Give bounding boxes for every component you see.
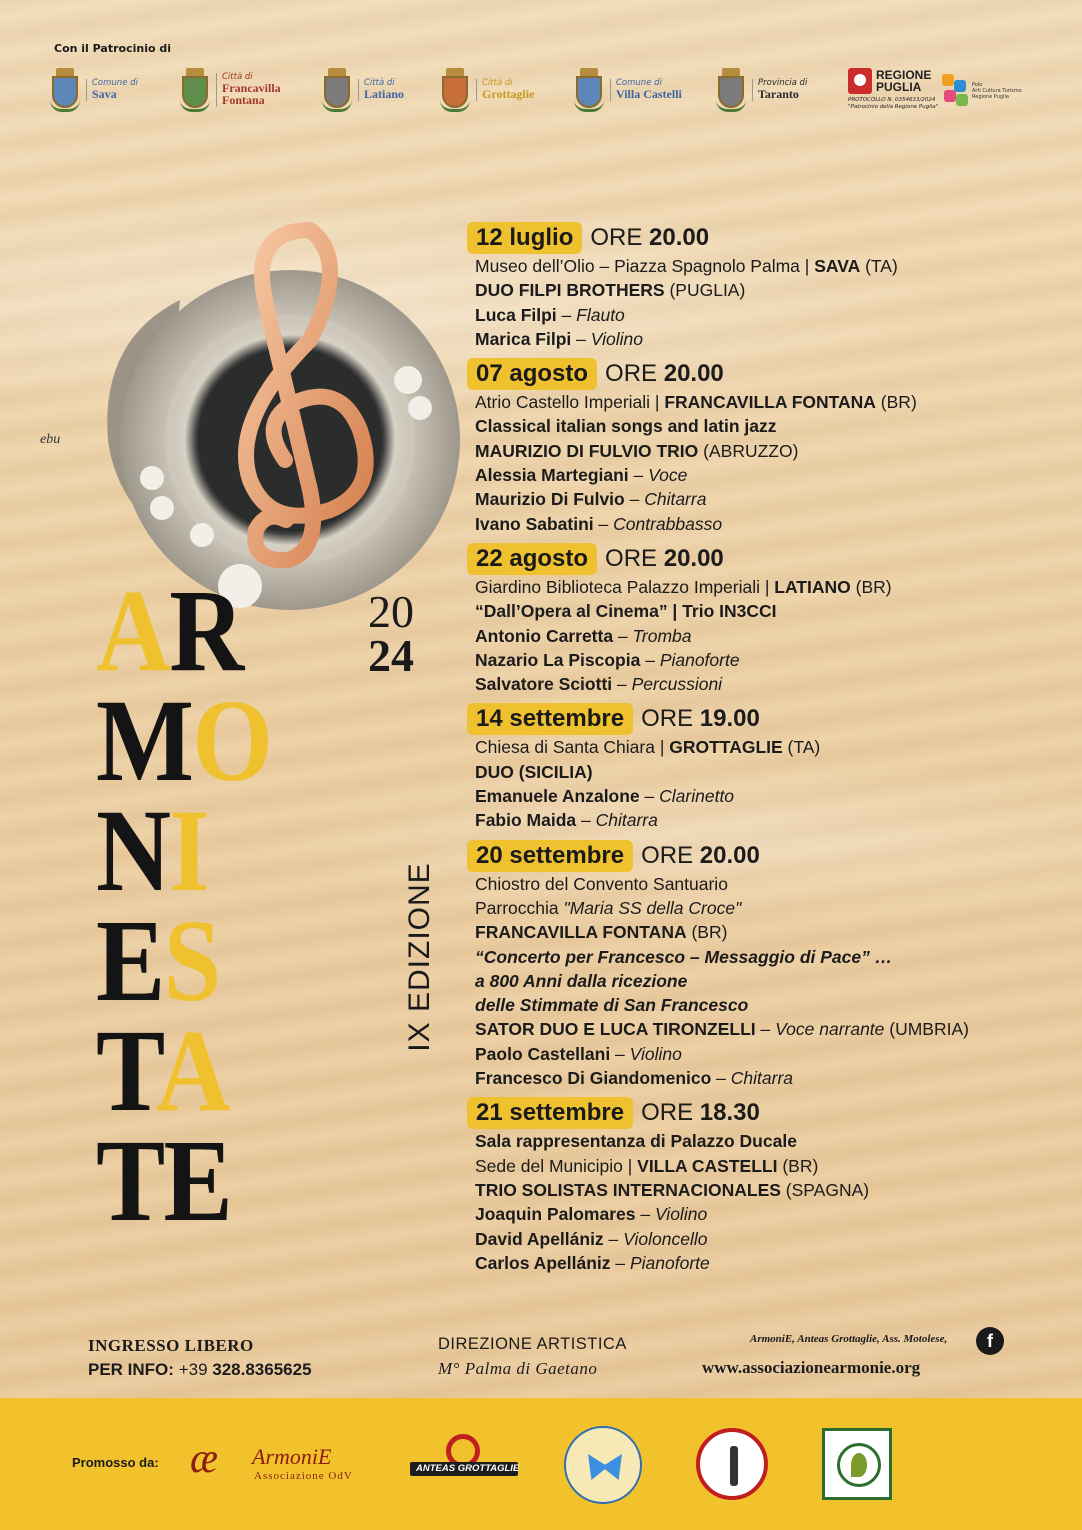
patron-pre: Città di (222, 71, 253, 82)
grottaglie-crest-icon (440, 68, 470, 112)
regione-name-1: REGIONE (876, 68, 932, 82)
event-text: – (635, 1204, 655, 1225)
taranto-crest-icon (716, 68, 746, 112)
patron-name: Grottaglie (482, 87, 535, 102)
title-letter: A (96, 565, 170, 696)
facebook-icon[interactable]: f (976, 1327, 1004, 1355)
event-detail-line (467, 624, 1067, 648)
event-detail-line (467, 512, 1067, 536)
event-text: Chitarra (595, 810, 658, 831)
title-letter: T (96, 1115, 164, 1246)
event-item (467, 222, 1067, 351)
event-text: SATOR DUO E LUCA TIRONZELLI (475, 1019, 756, 1040)
event-text: Voce (648, 465, 688, 486)
event-date: 20 settembre (467, 840, 633, 872)
event-text: – (640, 649, 660, 670)
event-text: Joaquin Palomares (475, 1204, 636, 1225)
event-text: "Maria SS della Croce" (563, 897, 742, 918)
event-detail-line (467, 1017, 1067, 1041)
event-detail-line (467, 1178, 1067, 1202)
event-date: 07 agosto (467, 358, 597, 390)
event-text: FRANCAVILLA FONTANA (475, 922, 687, 943)
patron-name: Villa Castelli (616, 87, 682, 102)
event-text: Violino (590, 328, 643, 349)
olive-museum-logo (822, 1428, 892, 1500)
event-text: Luca Filpi (475, 304, 557, 325)
event-detail-line (467, 1251, 1067, 1275)
event-text: Atrio Castello Imperiali | (475, 392, 665, 413)
regione-protocol: PROTOCOLLO N. 0354633/2024 (848, 97, 936, 103)
event-text: (ABRUZZO) (698, 440, 799, 461)
event-text: Maurizio Di Fulvio (475, 489, 625, 510)
event-detail-line (467, 808, 1067, 832)
info-label: PER INFO: (88, 1360, 174, 1379)
title-letter: I (169, 785, 208, 916)
event-text: – (624, 489, 645, 510)
patron-name: Latiano (364, 87, 405, 102)
event-detail-line (467, 599, 1067, 623)
event-detail-line (467, 278, 1067, 302)
event-text: Pianoforte (659, 649, 740, 670)
event-text: Museo dell’Olio – Piazza Spagnolo Palma | (475, 256, 815, 276)
event-detail-line (467, 760, 1067, 784)
event-text: Ivano Sabatini (475, 513, 594, 534)
event-text: – (571, 328, 591, 349)
patronage-logos (50, 68, 1040, 124)
event-detail-line (467, 872, 1067, 896)
event-text: “Concerto per Francesco – Messaggio di Pace” … (475, 946, 893, 967)
event-detail-line (467, 254, 1067, 278)
event-text: – (603, 1228, 624, 1249)
event-time (590, 224, 709, 252)
event-detail-line (467, 672, 1067, 696)
event-time-value: 20.00 (663, 360, 724, 388)
festival-title (96, 565, 376, 1246)
event-time (605, 545, 724, 573)
event-text: delle Stimmate di San Francesco (475, 995, 749, 1016)
title-letter: E (163, 1115, 232, 1246)
anteas-logo (410, 1434, 520, 1482)
event-text: Paolo Castellani (475, 1043, 611, 1064)
patron-pre: Città di (364, 78, 395, 89)
event-detail-line (467, 896, 1067, 920)
event-time-label: ORE (641, 1099, 694, 1127)
event-text: DUO FILPI BROTHERS (475, 280, 665, 301)
event-time-label: ORE (605, 360, 658, 388)
regione-emblem-icon (848, 68, 872, 94)
event-time-value: 19.00 (699, 705, 760, 733)
event-text: Nazario La Piscopia (475, 649, 641, 670)
event-detail-line (467, 463, 1067, 487)
regione-name-2: PUGLIA (876, 80, 922, 94)
ragazzi-in-gamba-logo (696, 1428, 768, 1500)
title-row (96, 1005, 342, 1136)
event-header (467, 703, 1067, 735)
event-date: 22 agosto (467, 543, 597, 575)
treble-clef-record-icon (60, 190, 480, 610)
armonie-name: ArmoniE (252, 1444, 332, 1469)
event-text: – (556, 304, 577, 325)
event-detail-line (467, 648, 1067, 672)
title-letter: A (155, 1005, 230, 1136)
polo-arti-logo (942, 74, 1022, 108)
event-text: – (639, 786, 660, 807)
title-row (96, 565, 342, 696)
event-detail-line (467, 327, 1067, 351)
event-date: 14 settembre (467, 703, 633, 735)
event-time-label: ORE (590, 224, 643, 251)
event-detail-line (467, 390, 1067, 414)
event-text: Emanuele Anzalone (475, 786, 640, 807)
event-date: 12 luglio (467, 222, 582, 254)
free-entry-label: INGRESSO LIBERO (88, 1336, 254, 1355)
event-text: – (610, 1043, 630, 1064)
event-text: – (613, 625, 633, 646)
event-text: – (628, 465, 649, 486)
event-text: GROTTAGLIE (669, 737, 783, 758)
armonie-mark: æ (190, 1436, 219, 1482)
event-text: “Dall’Opera al Cinema” | Trio IN3CCI (475, 601, 777, 622)
polo-line-3: Regione Puglia (972, 94, 1009, 100)
direction-label: DIREZIONE ARTISTICA (438, 1335, 627, 1353)
latiano-crest-icon (322, 68, 352, 112)
event-item (467, 840, 1067, 1091)
figure-icon (730, 1446, 738, 1486)
anteas-label: ANTEAS GROTTAGLIE (416, 1463, 520, 1474)
event-detail-line (467, 575, 1067, 599)
event-text: Marica Filpi (475, 328, 572, 349)
event-item (467, 703, 1067, 832)
patron-sava (50, 68, 138, 112)
event-time (641, 705, 760, 733)
event-time-value: 20.00 (663, 544, 724, 572)
event-text: (BR) (875, 392, 917, 413)
event-text: – (711, 1068, 731, 1089)
sava-crest-icon (50, 68, 80, 112)
year-top: 20 (368, 586, 414, 637)
event-text: DUO (SICILIA) (475, 761, 593, 782)
event-date: 21 settembre (467, 1097, 633, 1129)
title-letter: T (96, 1005, 156, 1136)
event-text: Parrocchia (475, 897, 564, 918)
armonie-logo (190, 1438, 360, 1488)
website-link[interactable]: www.associazionearmonie.org (702, 1358, 921, 1377)
event-text: LATIANO (774, 576, 851, 597)
event-detail-line (467, 945, 1067, 969)
event-text: Classical italian songs and latin jazz (475, 416, 777, 437)
event-text: Chiostro del Convento Santuario (475, 873, 728, 894)
event-text: Fabio Maida (475, 810, 577, 831)
year-bottom: 24 (368, 629, 414, 681)
patron-pre: Comune di (92, 78, 138, 89)
event-detail-line (467, 303, 1067, 327)
event-detail-line (467, 439, 1067, 463)
credits-text: ArmoniE, Anteas Grottaglie, Ass. Motolese, (750, 1333, 948, 1345)
title-letter: R (169, 565, 243, 696)
event-text: Francesco Di Giandomenico (475, 1068, 712, 1089)
title-row (96, 675, 342, 806)
event-text: (SPAGNA) (780, 1179, 870, 1200)
event-detail-line (467, 1129, 1067, 1153)
title-letter: S (163, 895, 220, 1026)
event-text: (TA) (782, 737, 821, 758)
event-text: Chiesa di Santa Chiara | (475, 737, 670, 758)
event-text: (BR) (850, 576, 892, 597)
patron-name: Taranto (758, 87, 799, 102)
patron-name: Sava (92, 87, 117, 102)
title-letter: N (96, 785, 170, 916)
event-text: (TA) (860, 256, 898, 276)
event-header (467, 222, 1067, 254)
event-detail-line (467, 735, 1067, 759)
event-header (467, 840, 1067, 872)
event-item (467, 1097, 1067, 1275)
event-text: Carlos Apellániz (475, 1252, 611, 1273)
event-text: Alessia Martegiani (475, 465, 629, 486)
event-text: – (593, 513, 614, 534)
event-detail-line (467, 1202, 1067, 1226)
event-item (467, 543, 1067, 696)
event-text: (BR) (777, 1155, 819, 1176)
event-text: Chitarra (644, 489, 707, 510)
event-detail-line (467, 487, 1067, 511)
polo-line-2: Arti Cultura Turismo (972, 88, 1022, 94)
event-text: (PUGLIA) (664, 280, 746, 301)
villa-castelli-crest-icon (574, 68, 604, 112)
info-line (88, 1360, 312, 1380)
event-text: (BR) (686, 922, 728, 943)
artist-signature: ebu (40, 432, 61, 447)
events-list (467, 222, 1067, 1282)
event-text: VILLA CASTELLI (637, 1155, 778, 1176)
event-time-value: 20.00 (649, 224, 710, 251)
event-text: Giardino Biblioteca Palazzo Imperiali | (475, 576, 775, 597)
patronage-title: Con il Patrocinio di (54, 42, 172, 55)
festival-year (368, 586, 414, 681)
event-text: FRANCAVILLA FONTANA (664, 392, 876, 413)
title-letter: E (96, 895, 164, 1026)
event-text: Salvatore Sciotti (475, 674, 613, 695)
polo-line-1: Polo (972, 82, 983, 88)
event-text: Violoncello (623, 1228, 708, 1249)
edition-label: IX EDIZIONE (403, 862, 436, 1052)
event-text: Percussioni (631, 674, 723, 695)
event-text: – (576, 810, 596, 831)
patron-latiano (322, 68, 404, 112)
event-time-label: ORE (641, 841, 694, 869)
event-detail-line (467, 1227, 1067, 1251)
event-detail-line (467, 969, 1067, 993)
event-text: Chitarra (730, 1068, 794, 1089)
event-detail-line (467, 1066, 1067, 1090)
event-detail-line (467, 784, 1067, 808)
patron-name: Francavilla Fontana (222, 80, 281, 108)
patron-pre: Provincia di (758, 78, 808, 89)
phone-prefix: +39 (178, 1360, 208, 1379)
butterfly-icon (588, 1454, 622, 1480)
event-text: Violino (629, 1043, 682, 1064)
event-text: Flauto (576, 304, 625, 325)
title-letter: O (192, 675, 272, 806)
event-detail-line (467, 920, 1067, 944)
event-detail-line (467, 1042, 1067, 1066)
phone-number[interactable]: 328.8365625 (212, 1360, 312, 1379)
event-item (467, 358, 1067, 536)
event-time (641, 842, 760, 870)
event-text: – (612, 674, 632, 695)
promoted-by-label: Promosso da: (72, 1455, 159, 1470)
director-name: M° Palma di Gaetano (438, 1359, 598, 1378)
event-header (467, 1097, 1067, 1129)
title-row (96, 785, 342, 916)
title-letter: M (96, 675, 193, 806)
title-row (96, 1115, 342, 1246)
event-text: Tromba (632, 625, 692, 646)
sponsor-band (0, 1398, 1082, 1530)
patron-francavilla (180, 68, 292, 112)
event-detail-line (467, 1154, 1067, 1178)
event-text: – (610, 1252, 630, 1273)
event-time-value: 20.00 (699, 841, 760, 869)
patron-taranto (716, 68, 807, 112)
armonie-sub: Associazione OdV (254, 1470, 353, 1482)
title-row (96, 895, 342, 1026)
polo-mark-icon (942, 74, 968, 108)
event-text: MAURIZIO DI FULVIO TRIO (475, 440, 699, 461)
event-text: Sala rappresentanza di Palazzo Ducale (475, 1131, 797, 1152)
event-detail-line (467, 414, 1067, 438)
event-text: Antonio Carretta (475, 625, 614, 646)
event-detail-line (467, 993, 1067, 1017)
event-header (467, 358, 1067, 390)
event-time (641, 1099, 760, 1127)
patron-grottaglie (440, 68, 534, 112)
patron-pre: Città di (482, 78, 513, 89)
event-text: Pianoforte (629, 1252, 710, 1273)
motolese-logo (564, 1426, 642, 1504)
event-time-value: 18.30 (699, 1099, 760, 1127)
event-text: Voce narrante (775, 1019, 885, 1040)
event-text: SAVA (814, 256, 861, 276)
event-text: Violino (654, 1204, 708, 1225)
francavilla-crest-icon (180, 68, 210, 112)
patron-villa-castelli (574, 68, 682, 112)
event-text: – (755, 1019, 776, 1040)
regione-protocol-note: "Patrocinio della Regione Puglia" (848, 103, 939, 110)
patron-pre: Comune di (616, 78, 662, 89)
event-time-label: ORE (605, 544, 658, 572)
event-header (467, 543, 1067, 575)
event-time (605, 360, 724, 388)
olive-leaf-icon (851, 1453, 867, 1477)
event-text: (UMBRIA) (884, 1019, 969, 1040)
event-text: Sede del Municipio | (475, 1155, 638, 1176)
event-text: Contrabbasso (613, 513, 723, 534)
event-text: a 800 Anni dalla ricezione (475, 970, 688, 991)
event-text: David Apellániz (475, 1228, 604, 1249)
event-text: TRIO SOLISTAS INTERNACIONALES (475, 1179, 781, 1200)
event-text: Clarinetto (659, 786, 735, 807)
event-time-label: ORE (641, 705, 694, 733)
